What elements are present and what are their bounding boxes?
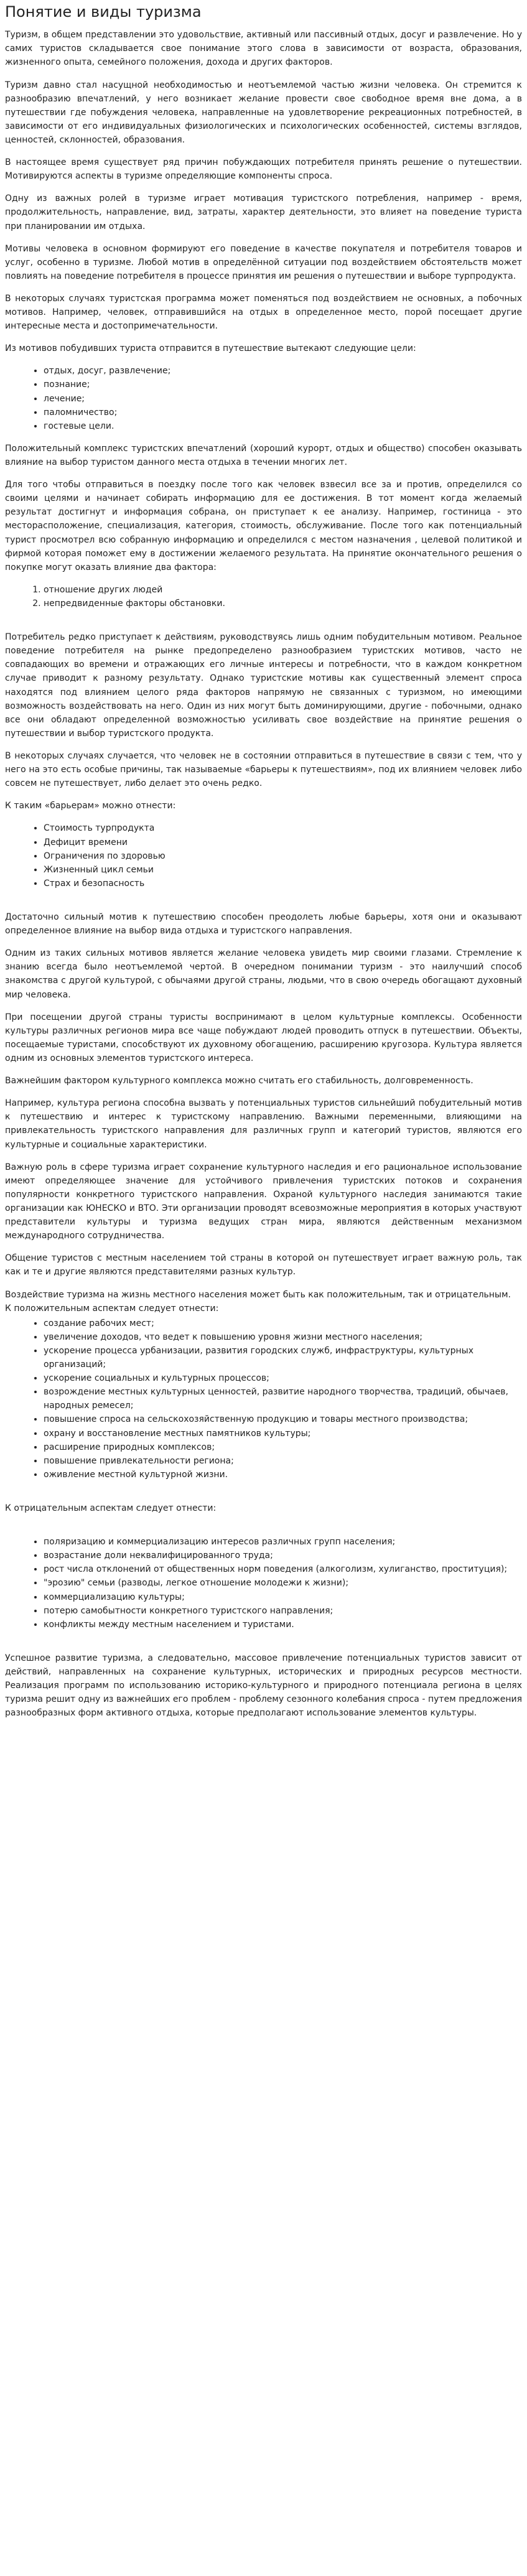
list-item: • ускорение процесса урбанизации, развития городских служб, инфраструктуры, культурных организаций;: [44, 1344, 522, 1371]
paragraph: Положительный комплекс туристских впечатлений (хороший курорт, отдых и общество) способен оказывать влияние на выбор туристом данного места отдыха в течении многих лет.: [5, 443, 522, 468]
list-item: • коммерциализацию культуры;: [44, 1590, 522, 1604]
paragraph: В некоторых случаях случается, что человек не в состоянии отправиться в путешествие в связи с тем, что у него на это есть особые причины, так называемые «барьеры к путешествиям», под их влиянием человек либо совсем не путешествует, либо делает это очень редко.: [5, 751, 522, 789]
paragraph: К отрицательным аспектам следует отнести:: [5, 1503, 217, 1514]
paragraph: Воздействие туризма на жизнь местного населения может быть как положительным, так и отрицательным.: [5, 1289, 511, 1300]
paragraph: Общение туристов с местным населением той страны в которой он путешествует играет важную роль, так как и те и другие являются представителями разных культур.: [5, 1253, 522, 1277]
list-item: • поляризацию и коммерциализацию интересов различных групп населения;: [44, 1535, 522, 1549]
paragraph: Одну из важных ролей в туризме играет мотивация туристского потребления, например - время, продолжительность, направление, вид, затраты, характер деятельности, это влияет на поведение туриста при планировании им отдыха.: [5, 194, 522, 231]
paragraph: Туризм давно стал насущной необходимостью и неотъемлемой частью жизни человека. Он стремится к разнообразию впечатлений, у него возникает желание провести свое свободное время вне дома, а в путешествии где побуждения человека, направленные на удовлетворение рекреационных потребностей, в зависимости от его индивидуальных физиологических и психологических особенностей, системы взглядов, ценностей, склонностей, образования.: [5, 80, 522, 145]
paragraph: Важную роль в сфере туризма играет сохранение культурного наследия и его рациональное использование имеют определяющее значение для устойчивого привлечения туристских потоков и сохранения популярности конкретного туристского направления. Охраной культурного наследия занимаются такие организации как ЮНЕСКО и ВТО. Эти организации проводят всевозможные мероприятия в которых участвуют представители культуры и туризма ведущих стран мира, являются действенным механизмом международного сотрудничества.: [5, 1162, 522, 1241]
list-item: • повышение спроса на сельскохозяйственную продукцию и товары местного производства;: [44, 1412, 522, 1426]
barriers-list: [5, 821, 522, 890]
list-item: 2. непредвиденные факторы обстановки.: [44, 597, 522, 610]
factors-list: [5, 583, 522, 610]
list-item: • рост числа отклонений от общественных норм поведения (алкоголизм, хулиганство, проституция);: [44, 1562, 522, 1576]
list-item: 1. отношение других людей: [44, 583, 522, 597]
paragraph: Успешное развитие туризма, а следовательно, массовое привлечение потенциальных туристов зависит от действий, направленных на сохранение культурных, исторических и природных ресурсов местности. Реализация программ по использованию историко-культурного и природного потенциала региона в целях туризма решит одну из важнейших его проблем - проблему сезонного колебания спроса - путем предложения разнообразных форм активного отдыха, которые предполагают использование элементов культуры.: [5, 1653, 522, 1719]
list-item: • Ограничения по здоровью: [44, 849, 522, 863]
list-item: • увеличение доходов, что ведет к повышению уровня жизни местного населения;: [44, 1330, 522, 1344]
list-item: • Страх и безопасность: [44, 877, 522, 890]
paragraph: Для того чтобы отправиться в поездку после того как человек взвесил все за и против, определился со своими целями и начинает собирать информацию для ее достижения. В тот момент когда желаемый результат достигнут и информация собрана, он приступает к ее анализу. Например, гостиница - это месторасположение, специализация, категория, стоимость, обслуживание. После того как потенциальный турист просмотрел всю собранную информацию и определился с местом назначения , целевой политикой и фирмой которая поможет ему в достижении желаемого результата. На принятие окончательного решения о покупке могут оказать влияние два фактора:: [5, 480, 522, 572]
list-item: • создание рабочих мест;: [44, 1317, 522, 1330]
paragraph: Мотивы человека в основном формируют его поведение в качестве покупателя и потребителя товаров и услуг, особенно в туризме. Любой мотив в определённой ситуации под воздействием обстоятельств может повлиять на поведение потребителя в процессе принятия им решения о путешествии и выборе турпродукта.: [5, 243, 522, 281]
list-item: • охрану и восстановление местных памятников культуры;: [44, 1427, 522, 1440]
paragraph: Потребитель редко приступает к действиям, руководствуясь лишь одним побудительным мотивом. Реальное поведение потребителя на рынке предопределено разнообразием туристских мотивов, часто не совпадающих во времени и отражающих его личные интересы и потребности, что в каждом конкретном случае приводит к разному результату. Однако туристские мотивы как существенный элемент спроса находятся под влиянием целого ряда факторов напрямую не связанных с туризмом, но имеющими возможность воздействовать на него. Один из них могут быть доминирующими, другие - побочными, однако все они обладают определенной возможностью усиливать свое воздействие на принятие решения о путешествии и выбор туристского продукта.: [5, 632, 522, 739]
paragraph: Важнейшим фактором культурного комплекса можно считать его стабильность, долговременность.: [5, 1076, 473, 1086]
list-item: • Жизненный цикл семьи: [44, 863, 522, 877]
list-item: • Дефицит времени: [44, 836, 522, 849]
paragraph: Из мотивов побудивших туриста отправится в путешествие вытекают следующие цели:: [5, 343, 416, 354]
paragraph: Одним из таких сильных мотивов является желание человека увидеть мир своими глазами. Стремление к знанию всегда было неотъемлемой чертой. В очередном понимании туризм - это наилучший способ знакомства с другой культурой, с обычаями другой страны, людьми, что в свою очередь обогащают духовный мир человека.: [5, 948, 522, 1000]
paragraph: Туризм, в общем представлении это удовольствие, активный или пассивный отдых, досуг и развлечение. Но у самих туристов складывается свое понимание этого слова в зависимости от возраста, образования, жизненного опыта, семейного положения, дохода и других факторов.: [5, 30, 522, 68]
list-item: • гостевые цели.: [44, 419, 522, 433]
list-item: • лечение;: [44, 392, 522, 406]
goals-list: [5, 364, 522, 433]
list-item: • ускорение социальных и культурных процессов;: [44, 1371, 522, 1385]
list-item: • потерю самобытности конкретного туристского направления;: [44, 1604, 522, 1618]
list-item: • возрождение местных культурных ценностей, развитие народного творчества, традиций, обычаев, народных ремесел;: [44, 1385, 522, 1412]
list-item: • "эрозию" семьи (разводы, легкое отношение молодежи к жизни);: [44, 1576, 522, 1590]
paragraph: В настоящее время существует ряд причин побуждающих потребителя принять решение о путешествии. Мотивируются аспекты в туризме определяющие компоненты спроса.: [5, 157, 522, 182]
paragraph: Достаточно сильный мотив к путешествию способен преодолеть любые барьеры, хотя они и оказывают определенное влияние на выбор вида отдыха и туристского направления.: [5, 912, 522, 936]
page-title: Понятие и виды туризма: [5, 3, 202, 21]
positive-aspects-lead: К положительным аспектам следует отнести:: [5, 1303, 219, 1314]
list-item: • познание;: [44, 378, 522, 391]
list-item: • Стоимость турпродукта: [44, 821, 522, 835]
list-item: • оживление местной культурной жизни.: [44, 1468, 522, 1482]
paragraph: В некоторых случаях туристская программа может поменяться под воздействием не основных, а побочных мотивов. Например, человек, отправившийся на отдых в определенное место, порой посещает другие интересные места и достопримечательности.: [5, 293, 522, 332]
positive-aspects-list: [5, 1317, 522, 1482]
list-item: • возрастание доли неквалифицированного труда;: [44, 1549, 522, 1562]
list-item: • отдых, досуг, развлечение;: [44, 364, 522, 378]
paragraph: При посещении другой страны туристы воспринимают в целом культурные комплексы. Особенности культуры различных регионов мира все чаще побуждают людей проводить отпуск в путешествии. Объекты, посещаемые туристами, способствуют их духовному обогащению, расширению кругозора. Культура является одним из основных элементов туристского интереса.: [5, 1012, 522, 1063]
list-item: • конфликты между местным населением и туристами.: [44, 1618, 522, 1631]
paragraph: К таким «барьерам» можно отнести:: [5, 801, 176, 811]
list-item: • паломничество;: [44, 406, 522, 419]
list-item: • расширение природных комплексов;: [44, 1440, 522, 1454]
negative-aspects-list: [5, 1535, 522, 1631]
paragraph: Например, культура региона способна вызвать у потенциальных туристов сильнейший побудительный мотив к путешествию и интерес к туристскому направлению. Важными переменными, влияющими на привлекательность туристского направления для различных групп и категорий туристов, являются его культурные и социальные характеристики.: [5, 1098, 522, 1150]
list-item: • повышение привлекательности региона;: [44, 1454, 522, 1468]
